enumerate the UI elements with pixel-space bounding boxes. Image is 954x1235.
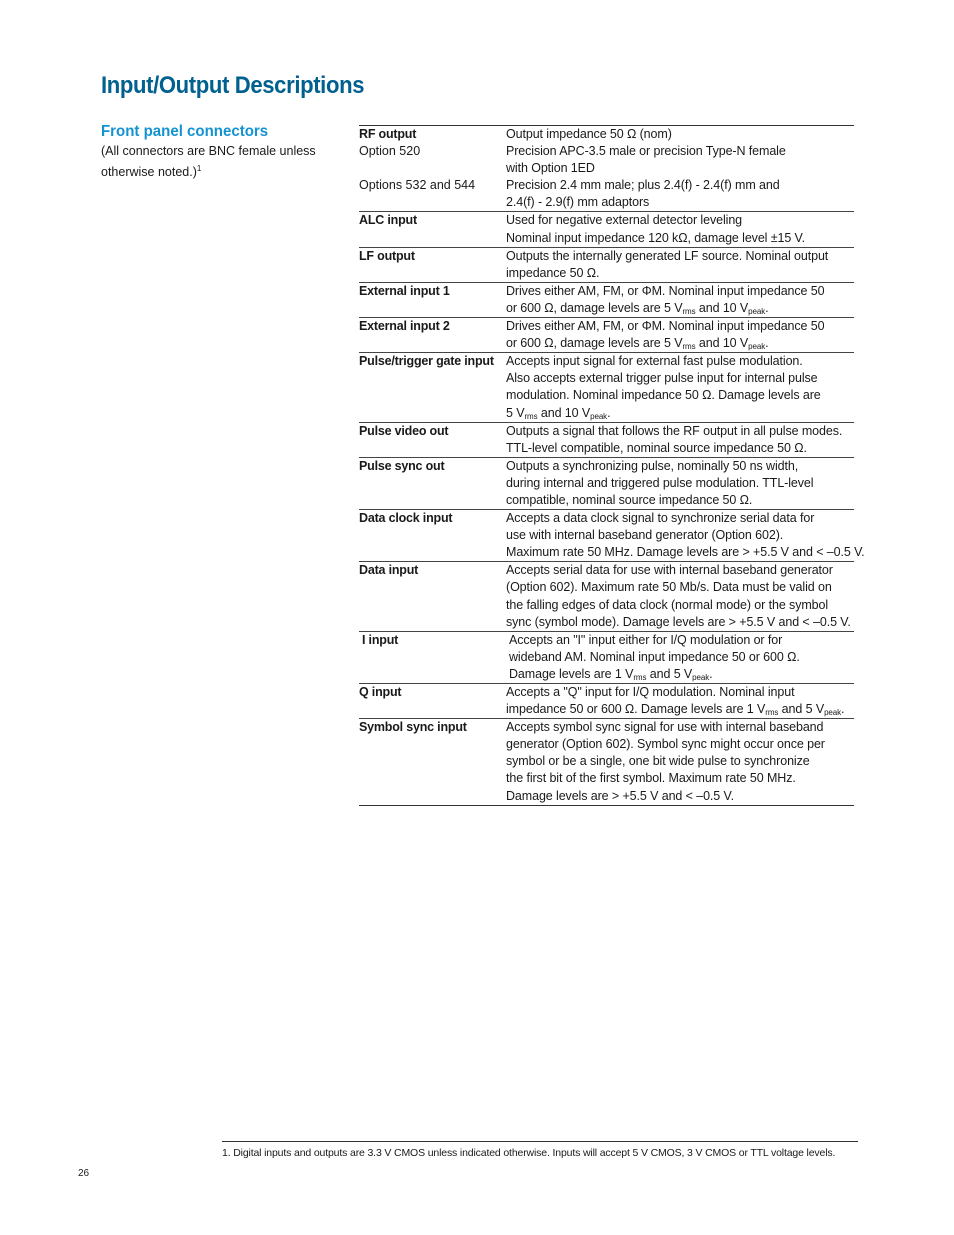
table-row (359, 352, 854, 421)
description-line: (Option 602). Maximum rate 50 Mb/s. Data must be valid on (506, 580, 832, 595)
description-line: Damage levels are > +5.5 V and < –0.5 V. (506, 788, 734, 803)
subscript: rms (633, 672, 647, 682)
description-line: the falling edges of data clock (normal mode) or the symbol (506, 597, 829, 612)
table-row (359, 211, 854, 246)
description-line: Accepts symbol sync signal for use with internal baseband (506, 720, 824, 735)
connector-label: ALC input (359, 213, 417, 228)
subscript: peak (824, 708, 842, 718)
table-row (359, 683, 854, 718)
description-line: Precision 2.4 mm male; plus 2.4(f) - 2.4(f) mm and (506, 178, 780, 193)
connector-description (506, 510, 865, 561)
subscript: rms (682, 342, 696, 352)
description-line: Drives either AM, FM, or ΦM. Nominal input impedance 50 (506, 319, 825, 334)
connector-description (509, 632, 854, 683)
connector-description (506, 719, 854, 804)
description-line: Outputs the internally generated LF source. Nominal output (506, 248, 829, 263)
connector-description (506, 423, 854, 457)
connector-label: RF output (359, 127, 417, 141)
connector-description (506, 684, 854, 718)
description-line: Outputs a synchronizing pulse, nominally 50 ns width, (506, 458, 799, 473)
description-line: compatible, nominal source impedance 50 Ω. (506, 492, 753, 507)
description-line: use with internal baseband generator (Option 602). (506, 528, 784, 543)
connector-label: Pulse/trigger gate input (359, 354, 494, 369)
subscript: peak (590, 411, 608, 421)
connector-label: Q input (359, 685, 402, 699)
description-line: Used for negative external detector leveling (506, 213, 743, 228)
connector-label: I input (362, 632, 399, 647)
connector-description (506, 353, 854, 421)
description-line: modulation. Nominal impedance 50 Ω. Damage levels are (506, 388, 821, 403)
connector-label: Option 520 (359, 144, 421, 159)
description-line: sync (symbol mode). Damage levels are > +5.5 V and < –0.5 V. (506, 614, 851, 629)
description-line: or 600 Ω, damage levels are 5 $V_{rms}$ and 10 $V_{peak}$. (506, 300, 769, 316)
table-row (359, 631, 854, 683)
subscript: rms (682, 306, 696, 316)
footnote-rule (222, 1141, 858, 1142)
description-line: during internal and triggered pulse modulation. TTL-level (506, 475, 814, 490)
description-line: Accepts a "Q" input for I/Q modulation. Nominal input (506, 685, 795, 699)
subscript: peak (748, 306, 766, 316)
connector-description (506, 143, 854, 177)
connector-label: External input 2 (359, 319, 450, 334)
description-line: Drives either AM, FM, or ΦM. Nominal input impedance 50 (506, 283, 825, 298)
description-line: symbol or be a single, one bit wide pulse to synchronize (506, 754, 810, 769)
page-number: 26 (78, 1168, 90, 1179)
table-row (359, 317, 854, 352)
subscript: rms (765, 708, 779, 718)
connector-label: Symbol sync input (359, 720, 467, 735)
connector-label: Pulse video out (359, 423, 449, 438)
description-line: Also accepts external trigger pulse input for internal pulse (506, 371, 818, 386)
description-line: Maximum rate 50 MHz. Damage levels are > +5.5 V and < –0.5 V. (506, 545, 865, 560)
connector-description (506, 458, 854, 509)
description-line: the first bit of the first symbol. Maximum rate 50 MHz. (506, 771, 796, 786)
table-row (359, 718, 854, 804)
description-line: Precision APC-3.5 male or precision Type-N female (506, 144, 786, 159)
description-line: TTL-level compatible, nominal source impedance 50 Ω. (506, 440, 807, 455)
section-note (101, 143, 333, 181)
footnote: 1. Digital inputs and outputs are 3.3 V CMOS unless indicated otherwise. Inputs will accept 5 V CMOS, 3 V CMOS or TTL voltage levels. (222, 1147, 836, 1159)
subscript: rms (524, 411, 538, 421)
description-line: 5 $V_{rms}$ and 10 $V_{peak}$. (506, 405, 611, 421)
table-row (359, 126, 854, 143)
connector-description (506, 562, 854, 630)
table-row (359, 561, 854, 630)
description-line: Outputs a signal that follows the RF output in all pulse modes. (506, 423, 843, 438)
connector-description (506, 283, 854, 317)
description-line: impedance 50 or 600 Ω. Damage levels are 1 $V_{rms}$ and 5 $V_{peak}$. (506, 702, 845, 718)
connector-label: Options 532 and 544 (359, 178, 476, 193)
description-line: with Option 1ED (506, 161, 595, 176)
description-line: Accepts serial data for use with internal baseband generator (506, 563, 833, 578)
description-line: Accepts an "I" input either for I/Q modulation or for (509, 632, 783, 647)
connector-description (506, 248, 854, 282)
connector-label: LF output (359, 248, 415, 263)
connector-description (506, 177, 854, 211)
description-line: wideband AM. Nominal input impedance 50 or 600 Ω. (509, 649, 800, 664)
table-row (359, 282, 854, 317)
page-title: Input/Output Descriptions (101, 72, 365, 99)
table-row (359, 143, 854, 177)
connector-table (359, 125, 865, 806)
connector-label: Data input (359, 563, 419, 578)
connector-description (506, 126, 854, 143)
table-row (359, 177, 854, 211)
table-row (359, 422, 854, 457)
description-line: Nominal input impedance 120 kΩ, damage level ±15 V. (506, 230, 806, 245)
description-line: generator (Option 602). Symbol sync might occur once per (506, 737, 825, 752)
section-note-text: (All connectors are BNC female unless otherwise noted.) (101, 144, 316, 180)
description-line: 2.4(f) - 2.9(f) mm adaptors (506, 195, 650, 210)
table-row (359, 247, 854, 282)
description-line: Accepts a data clock signal to synchronize serial data for (506, 511, 815, 526)
description-line: impedance 50 Ω. (506, 265, 600, 280)
description-line: Damage levels are 1 $V_{rms}$ and 5 $V_{peak}$. (509, 666, 713, 682)
subscript: peak (692, 672, 710, 682)
connector-description (506, 212, 854, 246)
table-row (359, 457, 854, 509)
footnote-ref: 1 (196, 164, 202, 173)
description-line: Accepts input signal for external fast pulse modulation. (506, 354, 803, 369)
description-line: or 600 Ω, damage levels are 5 $V_{rms}$ and 10 $V_{peak}$. (506, 336, 769, 352)
subscript: peak (748, 342, 766, 352)
description-line: Output impedance 50 Ω (nom) (506, 127, 672, 141)
table-row (359, 509, 865, 561)
connector-label: External input 1 (359, 283, 450, 298)
connector-label: Data clock input (359, 511, 453, 526)
section-heading: Front panel connectors (101, 123, 269, 140)
connector-description (506, 318, 854, 352)
connector-label: Pulse sync out (359, 458, 445, 473)
